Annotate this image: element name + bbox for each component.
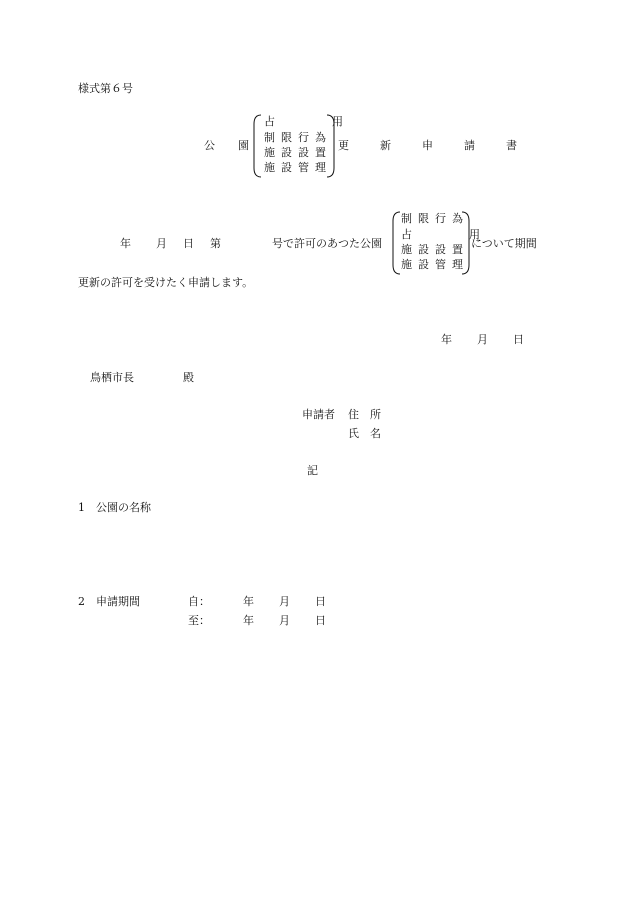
addressee-honorific: 殿 — [183, 371, 194, 384]
body-option: 施設設置 — [401, 243, 469, 256]
period-to-label: 至： — [188, 614, 210, 627]
right-brace-icon — [461, 211, 471, 275]
date-day: 日 — [513, 333, 524, 346]
right-brace-icon — [326, 114, 336, 178]
body-second-line: 更新の許可を受けたく申請します。 — [78, 276, 254, 289]
item-label: 公園の名称 — [96, 501, 151, 514]
left-brace-icon — [252, 114, 262, 178]
body-after-text: について期間 — [471, 237, 537, 250]
body-permit-text: 号で許可のあつた公園 — [272, 237, 382, 250]
applicant-address-label: 住 所 — [348, 408, 381, 421]
date-month: 月 — [477, 333, 488, 346]
period-from-year: 年 — [243, 595, 254, 608]
period-to-year: 年 — [243, 614, 254, 627]
body-dai-label: 第 — [210, 237, 221, 250]
body-day-label: 日 — [183, 237, 194, 250]
left-brace-icon — [391, 211, 401, 275]
body-option: 占 用 — [401, 228, 486, 241]
title-suffix: 更 新 申 請 書 — [338, 139, 527, 152]
item-number: 1 — [78, 501, 85, 514]
title-options — [264, 114, 349, 178]
body-option: 施設管理 — [401, 258, 469, 271]
period-from-day: 日 — [315, 595, 326, 608]
applicant-name-label: 氏 名 — [348, 427, 381, 440]
period-from-month: 月 — [279, 595, 290, 608]
body-year-label: 年 — [120, 237, 131, 250]
body-month-label: 月 — [156, 237, 167, 250]
period-from-label: 自： — [188, 595, 210, 608]
applicant-label: 申請者 — [302, 408, 335, 421]
body-option: 制限行為 — [401, 212, 469, 225]
addressee-name: 鳥栖市長 — [90, 371, 134, 384]
title-option: 施設管理 — [264, 161, 332, 174]
title-option: 占 用 — [264, 115, 349, 128]
title-prefix: 公 園 — [204, 139, 255, 152]
period-to-day: 日 — [315, 614, 326, 627]
title-option: 施設設置 — [264, 146, 332, 159]
period-to-month: 月 — [279, 614, 290, 627]
date-year: 年 — [441, 333, 452, 346]
item-label: 申請期間 — [96, 595, 140, 608]
form-number: 様式第６号 — [78, 82, 133, 95]
item-number: 2 — [78, 595, 85, 608]
ki-heading: 記 — [307, 464, 318, 477]
title-option: 制限行為 — [264, 131, 332, 144]
